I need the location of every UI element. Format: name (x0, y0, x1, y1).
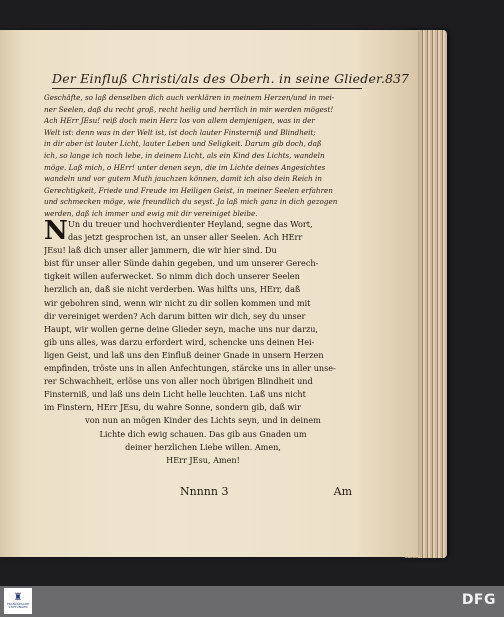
text-line: das jetzt gesprochen ist, an unser aller Seelen. Ach HErr (68, 232, 303, 243)
text-line: und schmecken möge, wie freundlich du seyst. Ja laß mich ganz in dich gezogen (44, 197, 338, 207)
text-line: wir gebohren sind, wenn wir nicht zu dir sollen kommen und mit (44, 297, 311, 308)
text-line: Finsterniß, und laß uns dein Licht helle leuchten. Laß uns nicht (44, 389, 306, 400)
text-line: ich, so lange ich noch lebe, in deinem Licht, als ein Kind des Lichts, wandeln (44, 150, 325, 160)
text-line: werden, daß ich immer und ewig mit dir vereiniget bleibe. (44, 208, 258, 218)
text-line: wandeln und vor gutem Muth jauchzen können, damit ich also dein Reich in (44, 174, 322, 184)
text-line: Gerechtigkeit, Friede und Freude im Heiligen Geist, in meiner Seelen erfahren (44, 185, 333, 195)
text-line: Ach HErr JEsu! reiß doch mein Herz los von allem demjenigen, was in der (44, 116, 315, 126)
crest-icon: ♜ (13, 591, 23, 603)
text-line: gib uns alles, was darzu erfordert wird, schencke uns deinen Hei- (44, 336, 315, 347)
text-line: dir vereiniget werden? Ach darum bitten wir dich, sey du unser (44, 310, 306, 321)
text-line: Haupt, wir wollen gerne deine Glieder seyn, mache uns nur darzu, (44, 323, 319, 334)
text-line: ner Seelen, daß du recht groß, recht heilig und herrlich in mir werden mögest! (44, 104, 334, 114)
text-line: rer Schwachheit, erlöse uns von aller noch übrigen Blindheit und (44, 376, 313, 387)
text-line: möge. Laß mich, o HErr! unter denen seyn, die im Lichte deines Angesichtes (44, 162, 326, 172)
text-line: von nun an mögen Kinder des Lichts seyn, und in deinem (85, 415, 321, 426)
text-line: empfinden, tröste uns in allen Anfechtungen, stärcke uns in aller unse- (44, 363, 336, 374)
text-line: bist für unser aller Sünde dahin gegeben, und um unserer Gerech- (44, 258, 319, 269)
institution-logo[interactable] (4, 588, 32, 614)
paragraph-prayer-continued (44, 92, 362, 220)
running-head: Der Einfluß Christi/als des Oberh. in seine Glieder. (52, 71, 386, 86)
page-header (52, 66, 409, 89)
page-footer (180, 485, 352, 498)
text-line: Welt ist: denn was in der Welt ist, ist doch lauter Finsterniß und Blindheit; (44, 127, 316, 137)
drop-cap: N (44, 216, 68, 246)
catchword: Am (333, 485, 352, 498)
text-line: HErr JEsu, Amen! (166, 454, 240, 465)
paragraph-closing-prayer (44, 218, 362, 467)
text-line: herzlich an, daß sie nicht verderben. Was hilfts uns, HErr, daß (44, 284, 301, 295)
text-line: Geschäfte, so laß denselben dich auch verklären in meinem Herzen/und in mei- (44, 93, 335, 102)
logo-label: FRANCKESCHE STIFTUNGEN (6, 601, 30, 609)
text-line: deiner herzlichen Liebe willen. Amen, (125, 441, 281, 452)
text-line: Lichte dich ewig schauen. Das gib aus Gnaden um (99, 428, 307, 439)
text-line: tigkeit willen auferwecket. So nimm dich doch unserer Seelen (44, 271, 300, 282)
page-number: 837 (385, 71, 409, 86)
signature-mark: Nnnnn 3 (180, 485, 229, 498)
dfg-logo[interactable]: DFG (461, 592, 496, 608)
text-line: in dir aber ist lauter Licht, lauter Leben und Seligkeit. Darum gib doch, daß (44, 139, 322, 149)
text-line: ligen Geist, und laß uns den Einfluß deiner Gnade in unsern Herzen (44, 349, 324, 360)
text-line: JEsu! laß dich unser aller jammern, die wir hier sind. Du (44, 245, 277, 256)
text-line: Un du treuer und hochverdienter Heyland, segne das Wort, (68, 219, 313, 229)
viewer-footer-bar (0, 586, 504, 617)
text-line: im Finstern, HErr JEsu, du wahre Sonne, sondern gib, daß wir (44, 402, 301, 413)
